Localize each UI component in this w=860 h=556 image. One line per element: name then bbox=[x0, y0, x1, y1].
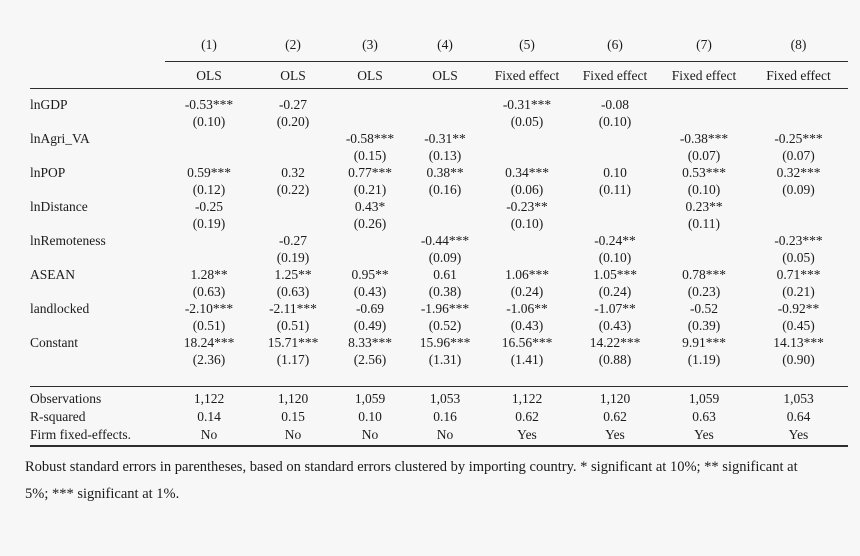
se-cell: (0.10) bbox=[192, 114, 226, 129]
footnote-line-2: 5%; *** significant at 1%. bbox=[25, 486, 180, 502]
se-cell bbox=[659, 249, 749, 266]
coef-cell: 0.34*** bbox=[505, 165, 549, 180]
se-cell: (0.05) bbox=[782, 250, 815, 265]
coef-cell: 14.13*** bbox=[773, 335, 824, 350]
summary-cell: 0.16 bbox=[433, 408, 457, 424]
coef-cell bbox=[659, 232, 749, 249]
coef-cell bbox=[253, 130, 333, 147]
se-cell: (0.38) bbox=[428, 284, 462, 299]
se-cell bbox=[165, 147, 253, 164]
coef-cell: -0.08 bbox=[600, 97, 630, 112]
se-cell: (0.24) bbox=[510, 284, 544, 299]
se-cell: (0.19) bbox=[276, 250, 310, 265]
se-cell: (1.19) bbox=[687, 352, 721, 367]
summary-cell: No bbox=[333, 425, 407, 446]
variable-label-spacer bbox=[30, 249, 165, 266]
se-cell: (0.06) bbox=[510, 182, 544, 197]
coef-cell: 15.96*** bbox=[419, 335, 471, 350]
coef-cell bbox=[483, 130, 571, 147]
coef-row bbox=[30, 266, 848, 283]
coef-row bbox=[30, 300, 848, 317]
coef-cell bbox=[571, 198, 659, 215]
coef-cell: -0.24** bbox=[594, 233, 636, 248]
se-cell: (2.36) bbox=[192, 352, 226, 367]
summary-cell: 1,059 bbox=[333, 387, 407, 408]
coef-cell: -0.31** bbox=[424, 131, 466, 146]
header-label-spacer bbox=[30, 30, 165, 62]
coef-cell: 0.32*** bbox=[776, 165, 821, 180]
se-cell bbox=[483, 147, 571, 164]
coef-cell bbox=[483, 232, 571, 249]
coef-cell: 0.61 bbox=[433, 267, 457, 282]
coef-cell bbox=[165, 130, 253, 147]
coef-cell: 0.32 bbox=[281, 165, 305, 180]
column-method: OLS bbox=[253, 62, 333, 89]
summary-cell: 0.64 bbox=[786, 408, 811, 424]
coef-cell: 0.59*** bbox=[187, 165, 231, 180]
coef-cell bbox=[253, 198, 333, 215]
summary-cell: 0.10 bbox=[358, 408, 382, 424]
se-cell bbox=[253, 147, 333, 164]
summary-cell: 1,059 bbox=[659, 387, 749, 408]
se-cell: (2.56) bbox=[353, 352, 387, 367]
se-cell: (0.10) bbox=[598, 250, 632, 265]
summary-cell: Yes bbox=[483, 425, 571, 446]
coef-cell bbox=[407, 89, 483, 114]
variable-label-spacer bbox=[30, 113, 165, 130]
coef-cell: -1.06** bbox=[506, 301, 548, 316]
coef-row bbox=[30, 232, 848, 249]
summary-cell: Yes bbox=[659, 425, 749, 446]
se-cell: (0.22) bbox=[276, 182, 310, 197]
summary-cell: 1,120 bbox=[253, 387, 333, 408]
coef-row bbox=[30, 130, 848, 147]
column-method: Fixed effect bbox=[571, 62, 659, 89]
summary-cell: No bbox=[165, 425, 253, 446]
coef-cell: 0.53*** bbox=[682, 165, 726, 180]
coef-cell: 9.91*** bbox=[682, 335, 726, 350]
variable-label: lnAgri_VA bbox=[30, 131, 90, 146]
table-header bbox=[30, 30, 848, 89]
summary-cell: 1,120 bbox=[571, 387, 659, 408]
column-number: (1) bbox=[165, 30, 253, 62]
coef-cell: -0.31*** bbox=[502, 97, 552, 112]
se-cell: (0.45) bbox=[782, 318, 815, 333]
coef-cell: -0.25 bbox=[194, 199, 224, 214]
header-label-spacer bbox=[30, 62, 165, 89]
se-cell: (0.49) bbox=[353, 318, 387, 333]
se-cell: (0.09) bbox=[428, 250, 462, 265]
coef-cell bbox=[659, 89, 749, 114]
se-cell: (0.63) bbox=[192, 284, 226, 299]
coef-row bbox=[30, 89, 848, 114]
coef-cell: -0.38*** bbox=[679, 131, 729, 146]
se-cell: (0.07) bbox=[687, 148, 721, 163]
variable-label: lnDistance bbox=[30, 199, 88, 214]
summary-row bbox=[30, 425, 848, 446]
se-cell: (0.09) bbox=[782, 182, 815, 197]
se-cell: (0.51) bbox=[192, 318, 226, 333]
se-cell: (0.63) bbox=[276, 284, 310, 299]
se-cell: (0.13) bbox=[428, 148, 462, 163]
coef-cell bbox=[571, 130, 659, 147]
se-cell bbox=[165, 249, 253, 266]
coef-cell: -2.11*** bbox=[269, 301, 317, 316]
column-number: (8) bbox=[749, 30, 848, 62]
summary-cell: 1,053 bbox=[749, 387, 848, 408]
coef-cell: 14.22*** bbox=[589, 335, 641, 350]
summary-cell: 0.15 bbox=[281, 408, 305, 424]
se-cell bbox=[483, 249, 571, 266]
se-cell: (0.11) bbox=[598, 182, 632, 197]
se-row bbox=[30, 147, 848, 164]
se-cell: (0.20) bbox=[276, 114, 310, 129]
se-row bbox=[30, 181, 848, 198]
coef-cell: -0.25*** bbox=[774, 131, 823, 146]
summary-cell: 0.14 bbox=[197, 408, 221, 424]
summary-row bbox=[30, 387, 848, 408]
se-cell: (0.10) bbox=[687, 182, 721, 197]
se-cell bbox=[407, 113, 483, 130]
se-cell: (0.10) bbox=[510, 216, 544, 231]
se-row bbox=[30, 249, 848, 266]
coef-row bbox=[30, 334, 848, 351]
se-cell bbox=[749, 215, 848, 232]
se-cell bbox=[571, 215, 659, 232]
coef-cell: 0.38** bbox=[426, 165, 464, 180]
summary-cell: 0.62 bbox=[603, 408, 627, 424]
coef-cell: -0.23** bbox=[506, 199, 548, 214]
summary-cell: 1,053 bbox=[407, 387, 483, 408]
se-row bbox=[30, 215, 848, 232]
se-cell: (1.17) bbox=[276, 352, 310, 367]
variable-label-spacer bbox=[30, 351, 165, 387]
column-method: OLS bbox=[407, 62, 483, 89]
se-cell bbox=[333, 249, 407, 266]
se-cell: (0.19) bbox=[192, 216, 226, 231]
se-row bbox=[30, 113, 848, 130]
coef-cell: -1.96*** bbox=[420, 301, 470, 316]
se-row bbox=[30, 283, 848, 300]
summary-row bbox=[30, 407, 848, 425]
coef-cell: -0.58*** bbox=[345, 131, 395, 146]
se-cell bbox=[407, 215, 483, 232]
coef-cell: -2.10*** bbox=[184, 301, 234, 316]
column-number: (2) bbox=[253, 30, 333, 62]
se-cell: (0.90) bbox=[782, 352, 815, 367]
column-method: Fixed effect bbox=[483, 62, 571, 89]
se-cell: (0.05) bbox=[510, 114, 544, 129]
coef-cell: -0.23*** bbox=[774, 233, 823, 248]
se-cell: (0.26) bbox=[353, 216, 387, 231]
column-method: OLS bbox=[165, 62, 253, 89]
summary-cell: No bbox=[253, 425, 333, 446]
coef-cell: 16.56*** bbox=[501, 335, 553, 350]
summary-section bbox=[30, 387, 848, 447]
coef-cell: -0.92** bbox=[777, 301, 820, 316]
summary-label: Observations bbox=[30, 387, 165, 408]
summary-cell: 1,122 bbox=[483, 387, 571, 408]
coefficient-section bbox=[30, 89, 848, 387]
coef-row bbox=[30, 164, 848, 181]
se-cell bbox=[333, 113, 407, 130]
se-cell: (0.51) bbox=[276, 318, 310, 333]
coef-cell: -1.07** bbox=[594, 301, 636, 316]
column-number: (5) bbox=[483, 30, 571, 62]
coef-cell: -0.52 bbox=[689, 301, 719, 316]
se-cell: (0.21) bbox=[353, 182, 387, 197]
se-cell: (0.07) bbox=[782, 148, 815, 163]
variable-label: ASEAN bbox=[30, 267, 76, 282]
coef-cell: 0.43* bbox=[354, 199, 386, 214]
footnote-line-1: Robust standard errors in parentheses, based on standard errors clustered by importing country. * significant at 10%; ** significant at bbox=[25, 459, 798, 475]
se-cell bbox=[253, 215, 333, 232]
variable-label: Constant bbox=[30, 335, 79, 350]
variable-label: lnGDP bbox=[30, 97, 68, 112]
se-cell bbox=[571, 147, 659, 164]
se-cell bbox=[749, 113, 848, 130]
summary-label: R-squared bbox=[30, 408, 86, 424]
coef-cell: 0.77*** bbox=[348, 165, 392, 180]
table-footnote bbox=[25, 454, 853, 508]
column-method-row bbox=[30, 62, 848, 89]
column-number: (6) bbox=[571, 30, 659, 62]
coef-cell bbox=[407, 198, 483, 215]
se-cell: (0.16) bbox=[428, 182, 462, 197]
coef-cell: 1.25** bbox=[274, 267, 312, 282]
variable-label-spacer bbox=[30, 283, 165, 300]
variable-label-spacer bbox=[30, 317, 165, 334]
se-cell: (0.11) bbox=[687, 216, 721, 231]
se-cell: (0.39) bbox=[687, 318, 721, 333]
column-number-row bbox=[30, 30, 848, 62]
coef-cell: 8.33*** bbox=[348, 335, 392, 350]
column-method: Fixed effect bbox=[659, 62, 749, 89]
se-cell: (0.15) bbox=[353, 148, 387, 163]
summary-cell: Yes bbox=[571, 425, 659, 446]
coef-cell bbox=[333, 232, 407, 249]
summary-cell: Yes bbox=[749, 425, 848, 446]
summary-cell: 0.62 bbox=[515, 408, 539, 424]
variable-label-spacer bbox=[30, 181, 165, 198]
coef-cell: 0.78*** bbox=[682, 267, 726, 282]
column-number: (4) bbox=[407, 30, 483, 62]
se-row bbox=[30, 351, 848, 387]
se-cell: (0.21) bbox=[782, 284, 815, 299]
se-cell: (0.43) bbox=[353, 284, 387, 299]
coef-cell bbox=[333, 89, 407, 114]
coef-row bbox=[30, 198, 848, 215]
se-cell: (0.10) bbox=[598, 114, 632, 129]
se-cell: (0.24) bbox=[598, 284, 632, 299]
variable-label: lnRemoteness bbox=[30, 233, 106, 248]
se-cell: (0.88) bbox=[598, 352, 632, 367]
coef-cell bbox=[749, 89, 848, 114]
coef-cell bbox=[749, 198, 848, 215]
coef-cell: 0.71*** bbox=[776, 267, 821, 282]
coef-cell: -0.44*** bbox=[420, 233, 470, 248]
coef-cell: 15.71*** bbox=[267, 335, 319, 350]
column-method: Fixed effect bbox=[749, 62, 848, 89]
se-cell: (0.43) bbox=[598, 318, 632, 333]
coef-cell: 0.10 bbox=[603, 165, 627, 180]
coef-cell: 1.06*** bbox=[505, 267, 549, 282]
variable-label-spacer bbox=[30, 215, 165, 232]
coef-cell: 0.95** bbox=[351, 267, 389, 282]
coef-cell: -0.27 bbox=[278, 97, 308, 112]
coef-cell: -0.53*** bbox=[184, 97, 234, 112]
se-cell: (0.12) bbox=[192, 182, 226, 197]
se-cell: (0.23) bbox=[687, 284, 721, 299]
regression-table bbox=[30, 30, 848, 447]
variable-label: landlocked bbox=[30, 301, 90, 316]
column-number: (7) bbox=[659, 30, 749, 62]
se-cell: (1.31) bbox=[428, 352, 462, 367]
coef-cell: -0.69 bbox=[355, 301, 385, 316]
se-cell: (0.52) bbox=[428, 318, 462, 333]
variable-label: lnPOP bbox=[30, 165, 66, 180]
se-cell bbox=[659, 113, 749, 130]
coef-cell: 1.28** bbox=[190, 267, 228, 282]
coef-cell: -0.27 bbox=[278, 233, 308, 248]
summary-label: Firm fixed-effects. bbox=[30, 425, 165, 446]
coef-cell: 18.24*** bbox=[183, 335, 235, 350]
column-method: OLS bbox=[333, 62, 407, 89]
coef-cell bbox=[165, 232, 253, 249]
se-cell: (1.41) bbox=[510, 352, 544, 367]
se-row bbox=[30, 317, 848, 334]
se-cell: (0.43) bbox=[510, 318, 544, 333]
summary-cell: 1,122 bbox=[165, 387, 253, 408]
summary-cell: No bbox=[407, 425, 483, 446]
summary-cell: 0.63 bbox=[692, 408, 716, 424]
variable-label-spacer bbox=[30, 147, 165, 164]
column-number: (3) bbox=[333, 30, 407, 62]
coef-cell: 1.05*** bbox=[593, 267, 637, 282]
coef-cell: 0.23** bbox=[685, 199, 723, 214]
